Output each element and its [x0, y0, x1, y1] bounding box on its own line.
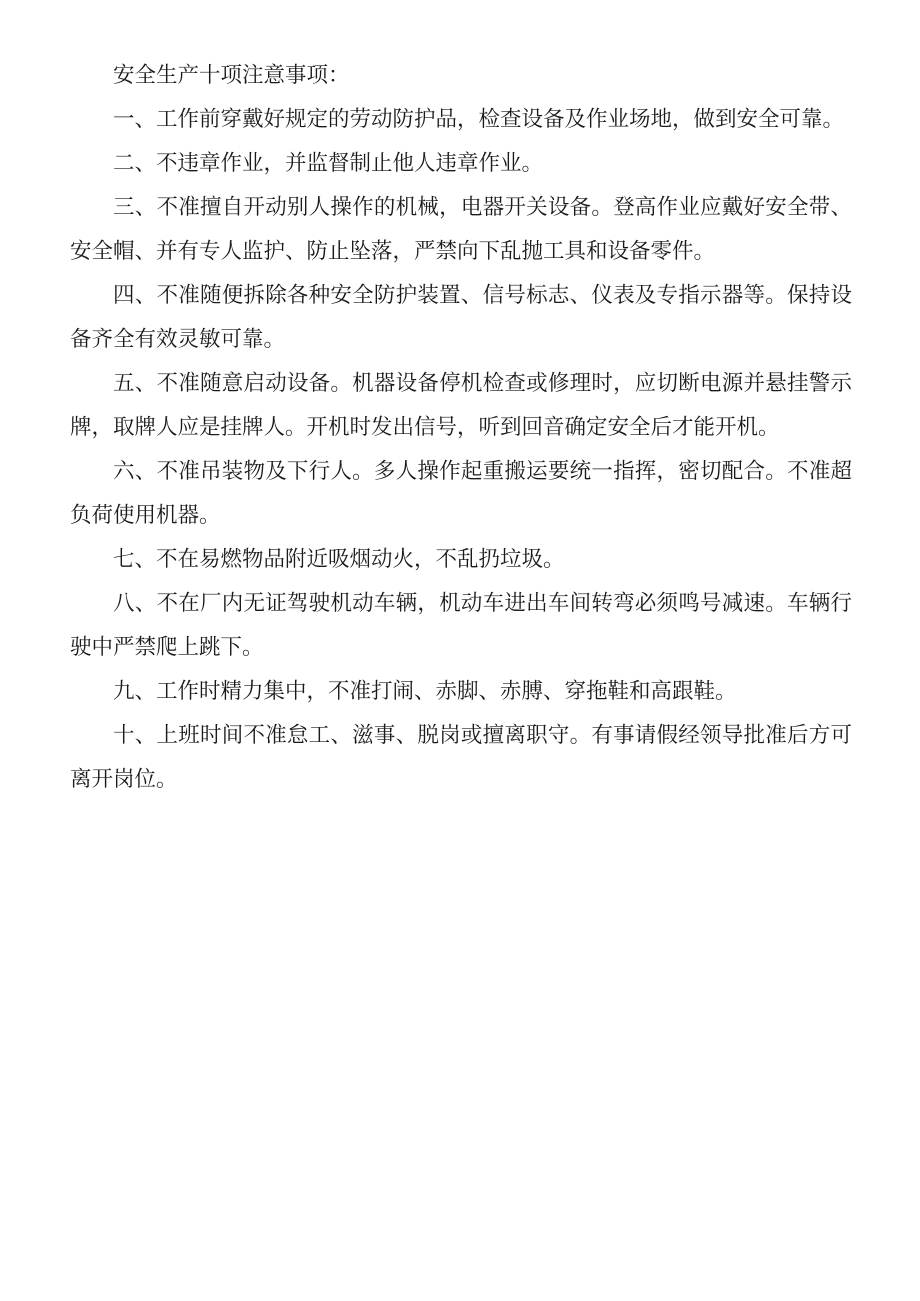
rule-item-10: 十、上班时间不准怠工、滋事、脱岗或擅离职守。有事请假经领导批准后方可离开岗位。: [70, 723, 852, 792]
rule-item-6: 六、不准吊装物及下行人。多人操作起重搬运要统一指挥，密切配合。不准超负荷使用机器。: [70, 459, 852, 528]
document-body: [70, 54, 852, 802]
rule-item-4: 四、不准随便拆除各种安全防护装置、信号标志、仪表及专指示器等。保持设备齐全有效灵敏可靠。: [70, 283, 852, 352]
rule-item-5: 五、不准随意启动设备。机器设备停机检查或修理时，应切断电源并悬挂警示牌，取牌人应是挂牌人。开机时发出信号，听到回音确定安全后才能开机。: [70, 371, 852, 440]
rule-item-7: 七、不在易燃物品附近吸烟动火，不乱扔垃圾。: [113, 547, 565, 572]
rule-item-1: 一、工作前穿戴好规定的劳动防护品，检查设备及作业场地，做到安全可靠。: [113, 107, 845, 132]
document-title: 安全生产十项注意事项：: [113, 63, 350, 88]
rule-item-9: 九、工作时精力集中，不准打闹、赤脚、赤膊、穿拖鞋和高跟鞋。: [113, 679, 737, 704]
rule-item-3: 三、不准擅自开动别人操作的机械，电器开关设备。登高作业应戴好安全带、安全帽、并有专人监护、防止坠落，严禁向下乱抛工具和设备零件。: [70, 195, 852, 264]
rule-item-8: 八、不在厂内无证驾驶机动车辆，机动车进出车间转弯必须鸣号减速。车辆行驶中严禁爬上跳下。: [70, 591, 852, 660]
rule-item-2: 二、不违章作业，并监督制止他人违章作业。: [113, 151, 544, 176]
